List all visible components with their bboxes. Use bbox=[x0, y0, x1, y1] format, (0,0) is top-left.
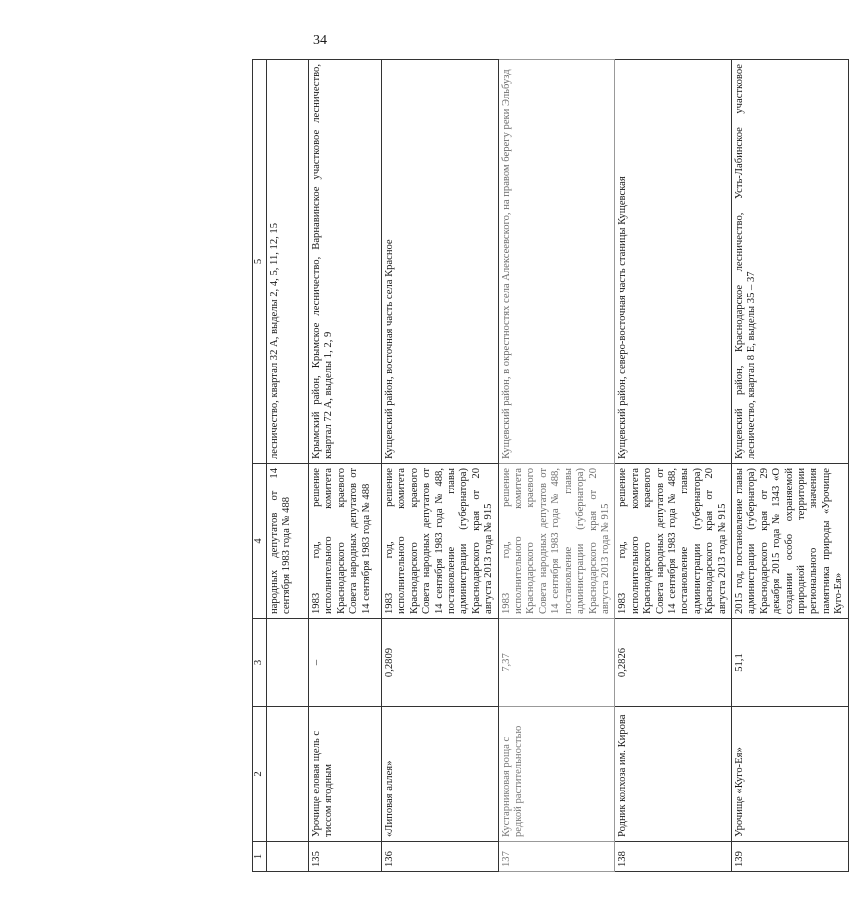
cell-act: 1983 год, решение исполнительного комитета Краснодарского краевого Совета народных депутатов от 14 сентября 1983 года № 488 bbox=[309, 464, 382, 619]
nature-monuments-table bbox=[252, 59, 849, 872]
table-row-138 bbox=[615, 60, 732, 872]
cell-name: Урочище еловая щель с тиссом ягодным bbox=[309, 707, 382, 842]
table-header-row bbox=[253, 60, 267, 872]
cell-act: 1983 год, решение исполнительного комитета Краснодарского краевого Совета народных депутатов от 14 сентября 1983 года № 488, постановление главы администрации (губернатора) Краснодарского края от 20 августа 2013 года № 915 bbox=[382, 464, 499, 619]
cell-no: 138 bbox=[615, 842, 732, 872]
cell-act: народных депутатов от 14 сентября 1983 года № 488 bbox=[267, 464, 309, 619]
cell-area: 7,37 bbox=[498, 619, 615, 707]
table-row-135 bbox=[309, 60, 382, 872]
cell-area: 51,1 bbox=[731, 619, 848, 707]
cell-no bbox=[267, 842, 309, 872]
header-col-5: 5 bbox=[253, 60, 267, 464]
rotated-table-container bbox=[252, 60, 845, 872]
cell-no: 135 bbox=[309, 842, 382, 872]
cell-location: Кущевский район, северо-восточная часть станицы Кущевская bbox=[615, 60, 732, 464]
cell-location: Кущевский район, восточная часть села Красное bbox=[382, 60, 499, 464]
cell-area: 0,2826 bbox=[615, 619, 732, 707]
table-row-136 bbox=[382, 60, 499, 872]
cell-area: – bbox=[309, 619, 382, 707]
cell-location: Кущевский район, в окрестностях села Алексеевского, на правом берегу реки Эльбузд bbox=[498, 60, 615, 464]
cell-location: лесничество, квартал 32 А, выделы 2, 4, 5, 11, 12, 15 bbox=[267, 60, 309, 464]
cell-no: 136 bbox=[382, 842, 499, 872]
cell-name: Кустарниковая роща с редкой растительностью bbox=[498, 707, 615, 842]
cell-act: 1983 год, решение исполнительного комитета Краснодарского краевого Совета народных депутатов от 14 сентября 1983 года № 488, постановление главы администрации (губернатора) Краснодарского края от 20 августа 2013 года № 915 bbox=[615, 464, 732, 619]
cell-location: Кущевский район, Краснодарское лесничество, Усть-Лабинское участковое лесничество, квартал 8 Е, выделы 35 – 37 bbox=[731, 60, 848, 464]
cell-name bbox=[267, 707, 309, 842]
page-number: 34 bbox=[313, 33, 327, 48]
header-col-1: 1 bbox=[253, 842, 267, 872]
cell-act: 1983 год, решение исполнительного комитета Краснодарского краевого Совета народных депутатов от 14 сентября 1983 года № 488, постановление главы администрации (губернатора) Краснодарского края от 20 августа 2013 года № 915 bbox=[498, 464, 615, 619]
cell-act: 2015 год, постановление главы администрации (губернатора) Краснодарского края от 29 декабря 2015 года № 1343 «О создании особо охраняемой природной территории регионального значения памятника природы «Урочище Куго-Ея» bbox=[731, 464, 848, 619]
cell-name: Урочище «Куго-Ея» bbox=[731, 707, 848, 842]
cell-location: Крымский район, Крымское лесничество, Варнавинское участковое лесничество, квартал 72 А, выделы 1, 2, 9 bbox=[309, 60, 382, 464]
cell-no: 137 bbox=[498, 842, 615, 872]
cell-area bbox=[267, 619, 309, 707]
header-col-3: 3 bbox=[253, 619, 267, 707]
cell-name: Родник колхоза им. Кирова bbox=[615, 707, 732, 842]
cell-name: «Липовая аллея» bbox=[382, 707, 499, 842]
header-col-4: 4 bbox=[253, 464, 267, 619]
table-row-137 bbox=[498, 60, 615, 872]
header-col-2: 2 bbox=[253, 707, 267, 842]
table-row-139 bbox=[731, 60, 848, 872]
cell-no: 139 bbox=[731, 842, 848, 872]
table-row-continuation bbox=[267, 60, 309, 872]
cell-area: 0,2809 bbox=[382, 619, 499, 707]
